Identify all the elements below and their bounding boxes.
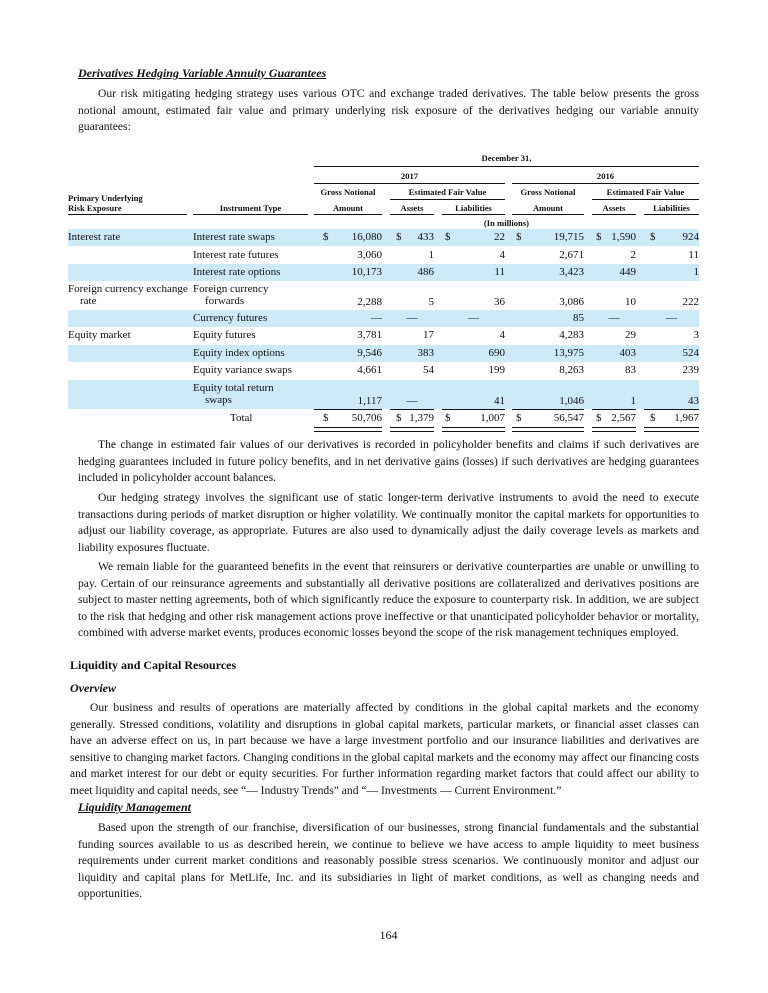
value-cell: 11	[688, 249, 699, 261]
rule	[512, 409, 584, 410]
value-cell: 41	[494, 395, 505, 407]
value-cell: —	[371, 312, 382, 324]
subheading-overview: Overview	[70, 681, 116, 695]
rule	[512, 183, 699, 184]
risk-exposure-cell-cont: rate	[80, 295, 97, 307]
rule	[314, 166, 699, 167]
liabilities-header-2017: Liabilities	[455, 203, 492, 213]
double-rule	[592, 427, 636, 432]
value-cell: 449	[619, 266, 636, 278]
table-row	[68, 229, 699, 246]
double-rule	[390, 427, 434, 432]
double-rule	[314, 427, 382, 432]
value-cell: 16,080	[351, 231, 382, 243]
value-cell: 3,060	[357, 249, 382, 261]
value-cell: 4	[499, 249, 505, 261]
value-cell: 690	[488, 347, 505, 359]
instrument-type-cell: Interest rate options	[193, 266, 281, 278]
value-cell: 2,671	[559, 249, 584, 261]
value-cell: 3	[693, 329, 699, 341]
value-cell: 1	[693, 266, 699, 278]
value-cell: 2	[630, 249, 636, 261]
value-cell: —	[468, 312, 479, 324]
intro-paragraph: Our risk mitigating hedging strategy uses various OTC and exchange traded derivatives. The table below presents the gross notional amount, estimated fair value and primary underlying risk exposure of the derivatives hedging our variable annuity guarantees:	[78, 87, 699, 134]
paragraph-counterparty-risk: We remain liable for the guaranteed benefits in the event that reinsurers or derivative counterparties are unable or unwilling to pay. Certain of our reinsurance agreements and substantially all derivative positions are collateralized and derivatives positions are subject to master netting agreements, both of which significantly reduce the exposure to counterparty risk. In addition, we are subject to the risk that hedging and other risk management actions prove ineffective or that unanticipated policyholder behavior or mortality, combined with adverse market events, produces economic losses beyond the scope of the risk management techniques employed.	[78, 560, 699, 640]
rule	[644, 214, 699, 215]
currency-symbol: $	[396, 412, 402, 424]
value-cell: 2,288	[357, 296, 382, 308]
instrument-type-cell: Currency futures	[193, 312, 268, 324]
instrument-type-cell: Interest rate futures	[193, 249, 279, 261]
subheading-liquidity-management: Liquidity Management	[78, 800, 192, 814]
table-row-total	[78, 411, 699, 427]
table-row	[68, 327, 699, 344]
value-cell: 3,086	[559, 296, 584, 308]
paragraph-liquidity-management: Based upon the strength of our franchise, diversification of our businesses, strong financial fundamentals and the substantial funding sources available to us as described herein, we continue to believe we have access to ample liquidity to meet business requirements under current market conditions and reasonably possible stress scenarios. We continuously monitor and adjust our liquidity and capital plans for MetLife, Inc. and its subsidiaries in light of market conditions, as well as changing needs and opportunities.	[78, 821, 699, 901]
rule	[314, 214, 382, 215]
units-label: (In millions)	[483, 218, 530, 228]
year-header-2017: 2017	[400, 171, 419, 181]
instrument-type-header: Instrument Type	[219, 203, 282, 213]
table-row	[68, 362, 699, 380]
table-row	[68, 345, 699, 362]
instrument-type-cell: Equity futures	[193, 329, 256, 341]
value-cell: 199	[488, 364, 505, 376]
value-cell: 10,173	[351, 266, 382, 278]
currency-symbol: $	[596, 231, 602, 243]
total-value-cell: 50,706	[351, 412, 382, 424]
rule	[314, 409, 382, 410]
value-cell: —	[608, 312, 620, 324]
table-row	[68, 380, 699, 409]
value-cell: 3,423	[559, 266, 584, 278]
value-cell: 83	[625, 364, 636, 376]
value-cell: 383	[417, 347, 434, 359]
value-cell: —	[406, 312, 418, 324]
table-row	[68, 264, 699, 281]
instrument-type-cell-cont: forwards	[205, 295, 245, 307]
year-header-2016: 2016	[596, 171, 615, 181]
assets-header-2017: Assets	[400, 203, 424, 213]
table-row	[68, 247, 699, 264]
paragraph-fair-value-change: The change in estimated fair values of our derivatives is recorded in policyholder benefits and claims if such derivatives are hedging guarantees included in future policy benefits, and in net derivative gains (losses) if such derivatives are hedging guarantees included in policyholder account balances.	[78, 438, 699, 485]
rule	[314, 183, 505, 184]
value-cell: 1	[428, 249, 434, 261]
double-rule	[644, 427, 699, 432]
instrument-type-cell: Interest rate swaps	[193, 231, 275, 243]
value-cell: 524	[682, 347, 699, 359]
value-cell: 17	[423, 329, 434, 341]
double-rule	[442, 427, 505, 432]
instrument-type-cell-cont: swaps	[205, 394, 232, 406]
total-value-cell: 2,567	[611, 412, 636, 424]
section-heading-liquidity: Liquidity and Capital Resources	[70, 658, 237, 672]
currency-symbol: $	[650, 412, 656, 424]
total-value-cell: 1,007	[480, 412, 505, 424]
currency-symbol: $	[396, 231, 402, 243]
paragraph-overview: Our business and results of operations are materially affected by conditions in the global capital markets and the economy generally. Stressed conditions, volatility and disruptions in global capital markets, particular markets, or financial asset classes can have an adverse effect on us, in part because we have a large investment portfolio and our insurance liabilities and derivatives are sensitive to changing market factors. Changing conditions in the global capital markets and the economy may affect our financing costs and market interest for our debt or equity securities. For further information regarding market factors that could affect our ability to meet liquidity and capital needs, see “— Industry Trends” and “— Investments — Current Environment.”	[70, 701, 699, 797]
value-cell: 222	[682, 296, 699, 308]
rule	[390, 214, 434, 215]
value-cell: 11	[494, 266, 505, 278]
value-cell: 22	[494, 231, 505, 243]
total-value-cell: 1,379	[409, 412, 434, 424]
value-cell: 8,263	[559, 364, 584, 376]
assets-header-2016: Assets	[602, 203, 626, 213]
total-value-cell: 56,547	[553, 412, 584, 424]
value-cell: 486	[417, 266, 434, 278]
rule	[68, 214, 187, 215]
currency-symbol: $	[323, 231, 329, 243]
table-row	[68, 281, 699, 310]
gross-notional-header-2016: Gross Notional	[520, 187, 576, 197]
value-cell: 1	[630, 395, 636, 407]
value-cell: —	[406, 395, 418, 407]
currency-symbol: $	[650, 231, 656, 243]
instrument-type-cell: Equity variance swaps	[193, 364, 292, 376]
value-cell: 43	[688, 395, 699, 407]
risk-exposure-cell: Equity market	[68, 329, 131, 341]
table-row	[68, 310, 699, 327]
value-cell: 1,046	[559, 395, 584, 407]
rule	[193, 214, 308, 215]
fair-value-header-2017: Estimated Fair Value	[408, 187, 487, 197]
value-cell: 1,117	[357, 395, 382, 407]
risk-exposure-cell: Foreign currency exchange	[68, 283, 188, 295]
value-cell: 13,975	[553, 347, 584, 359]
value-cell: 433	[417, 231, 434, 243]
rule	[592, 409, 636, 410]
rule	[442, 214, 505, 215]
risk-exposure-cell: Interest rate	[68, 231, 121, 243]
amount-header-2016: Amount	[532, 203, 564, 213]
instrument-type-cell: Equity total return	[193, 382, 274, 394]
rule	[644, 409, 699, 410]
instrument-type-cell: Foreign currency	[193, 283, 269, 295]
risk-exposure-header-line2: Risk Exposure	[68, 203, 122, 213]
value-cell: 924	[682, 231, 699, 243]
rule	[592, 214, 636, 215]
rule	[592, 199, 699, 200]
rule	[390, 409, 434, 410]
value-cell: 1,590	[611, 231, 636, 243]
rule	[442, 409, 505, 410]
total-value-cell: 1,967	[674, 412, 699, 424]
value-cell: 54	[423, 364, 434, 376]
currency-symbol: $	[516, 231, 522, 243]
value-cell: 3,781	[357, 329, 382, 341]
value-cell: 239	[682, 364, 699, 376]
currency-symbol: $	[323, 412, 329, 424]
currency-symbol: $	[445, 231, 451, 243]
value-cell: 36	[494, 296, 505, 308]
value-cell: 9,546	[357, 347, 382, 359]
risk-exposure-header-line1: Primary Underlying	[68, 193, 143, 203]
total-label: Total	[230, 412, 253, 424]
value-cell: 29	[625, 329, 636, 341]
fair-value-header-2016: Estimated Fair Value	[606, 187, 685, 197]
value-cell: 4	[499, 329, 505, 341]
currency-symbol: $	[516, 412, 522, 424]
value-cell: 4,283	[559, 329, 584, 341]
gross-notional-header-2017: Gross Notional	[320, 187, 376, 197]
page-number: 164	[379, 928, 398, 942]
section-heading-derivatives: Derivatives Hedging Variable Annuity Guarantees	[78, 66, 327, 80]
period-header: December 31,	[481, 153, 532, 163]
value-cell: 10	[625, 296, 636, 308]
instrument-type-cell: Equity index options	[193, 347, 285, 359]
value-cell: 19,715	[553, 231, 584, 243]
double-rule	[512, 427, 584, 432]
paragraph-hedging-strategy: Our hedging strategy involves the significant use of static longer-term derivative instruments to avoid the need to execute transactions during periods of market disruption or higher volatility. We continually monitor the capital markets for opportunities to adjust our liability coverage, as appropriate. Futures are also used to dynamically adjust the daily coverage levels as markets and liability exposures fluctuate.	[78, 491, 699, 554]
rule	[390, 199, 505, 200]
amount-header-2017: Amount	[332, 203, 364, 213]
value-cell: 85	[573, 312, 584, 324]
value-cell: 5	[428, 296, 434, 308]
currency-symbol: $	[445, 412, 451, 424]
value-cell: 4,661	[357, 364, 382, 376]
currency-symbol: $	[596, 412, 602, 424]
liabilities-header-2016: Liabilities	[653, 203, 690, 213]
value-cell: —	[666, 312, 677, 324]
rule	[512, 214, 584, 215]
value-cell: 403	[619, 347, 636, 359]
